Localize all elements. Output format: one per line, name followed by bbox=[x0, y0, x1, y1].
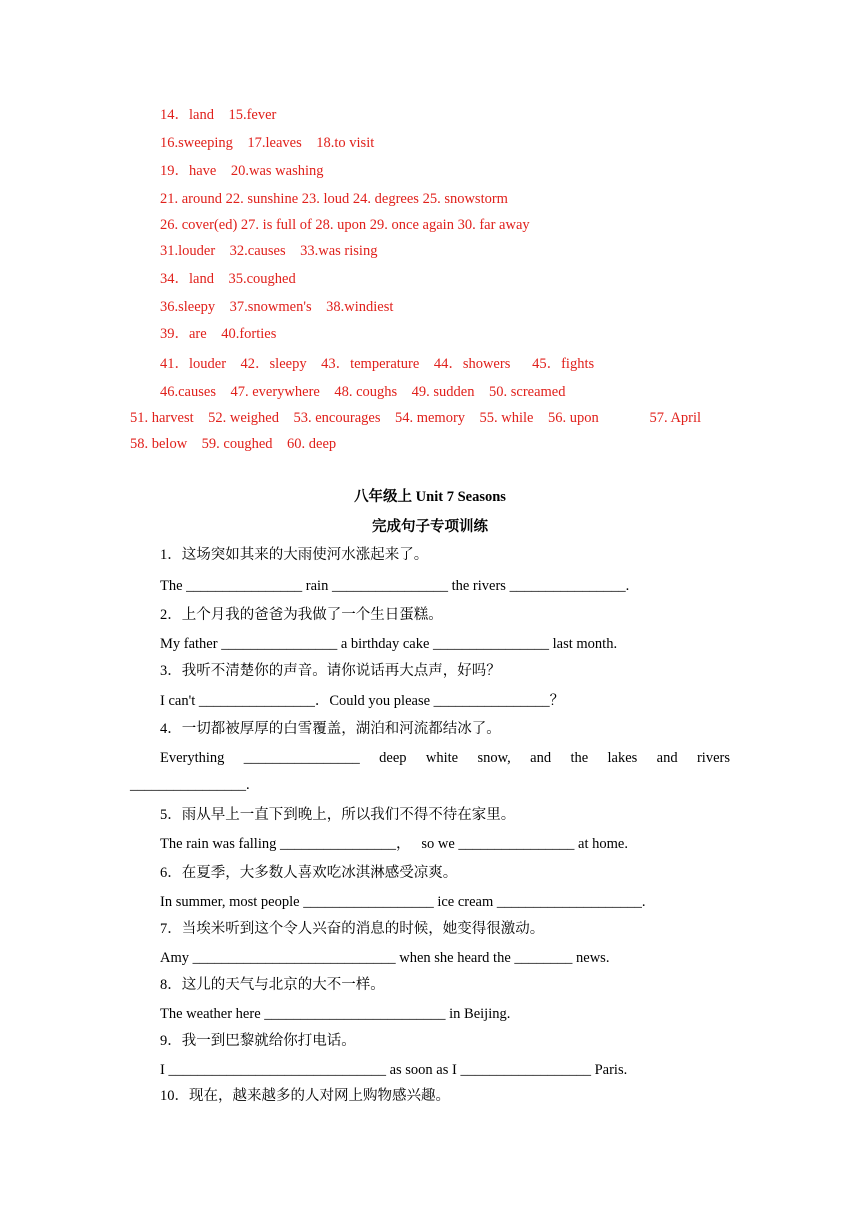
word: lakes bbox=[607, 750, 638, 766]
answer-line: 41．louder 42．sleepy 43．temperature 44．showers 45．fights bbox=[160, 356, 595, 372]
exercise-prompt: 2．上个月我的爸爸为我做了一个生日蛋糕。 bbox=[160, 607, 443, 623]
exercise-sentence bbox=[160, 749, 730, 767]
exercise-sentence: The rain was falling ________________， so we ________________ at home. bbox=[160, 836, 628, 852]
exercise-prompt: 7．当埃米听到这个令人兴奋的消息的时候，她变得很激动。 bbox=[160, 921, 545, 937]
word: deep bbox=[379, 750, 407, 766]
unit-title: 八年级上 Unit 7 Seasons bbox=[354, 489, 506, 505]
exercise-sentence: The weather here _________________________ in Beijing. bbox=[160, 1006, 511, 1022]
exercise-sentence: In summer, most people __________________ ice cream ____________________. bbox=[160, 894, 646, 910]
section-title: 完成句子专项训练 bbox=[372, 519, 488, 535]
exercise-prompt: 4．一切都被厚厚的白雪覆盖，湖泊和河流都结冰了。 bbox=[160, 721, 501, 737]
answer-line: 19．have 20.was washing bbox=[160, 163, 324, 179]
answer-line: 21. around 22. sunshine 23. loud 24. degrees 25. snowstorm bbox=[160, 191, 508, 207]
exercise-prompt: 6．在夏季，大多数人喜欢吃冰淇淋感受凉爽。 bbox=[160, 865, 458, 881]
word: and bbox=[656, 750, 678, 766]
answer-line: 39．are 40.forties bbox=[160, 326, 277, 342]
answer-line: 51. harvest 52. weighed 53. encourages 54. memory 55. while 56. upon 57. April bbox=[130, 410, 702, 426]
exercise-prompt: 1．这场突如其来的大雨使河水涨起来了。 bbox=[160, 547, 429, 563]
word: the bbox=[570, 750, 589, 766]
exercise-sentence: My father ________________ a birthday cake ________________ last month. bbox=[160, 636, 618, 652]
exercise-prompt: 10．现在，越来越多的人对网上购物感兴趣。 bbox=[160, 1088, 450, 1104]
answer-line: 14．land 15.fever bbox=[160, 107, 277, 123]
exercise-sentence: Amy ____________________________ when she heard the ________ news. bbox=[160, 950, 610, 966]
exercise-sentence-cont: ________________. bbox=[130, 777, 250, 793]
exercise-prompt: 9．我一到巴黎就给你打电话。 bbox=[160, 1033, 356, 1049]
answer-line: 26. cover(ed) 27. is full of 28. upon 29. once again 30. far away bbox=[160, 217, 530, 233]
answer-line: 34．land 35.coughed bbox=[160, 271, 296, 287]
exercise-prompt: 3．我听不清楚你的声音。请你说话再大点声，好吗？ bbox=[160, 663, 501, 679]
blank: ________________ bbox=[243, 750, 360, 766]
answer-line: 46.causes 47. everywhere 48. coughs 49. sudden 50. screamed bbox=[160, 384, 566, 400]
answer-line: 31.louder 32.causes 33.was rising bbox=[160, 243, 378, 259]
answer-line: 16.sweeping 17.leaves 18.to visit bbox=[160, 135, 375, 151]
exercise-prompt: 5．雨从早上一直下到晚上，所以我们不得不待在家里。 bbox=[160, 807, 516, 823]
answer-line: 58. below 59. coughed 60. deep bbox=[130, 436, 337, 452]
word: snow, bbox=[477, 750, 511, 766]
exercise-sentence: I can't ________________．Could you please ________________？ bbox=[160, 693, 565, 709]
exercise-sentence: I ______________________________ as soon as I __________________ Paris. bbox=[160, 1062, 628, 1078]
word: Everything bbox=[160, 750, 225, 766]
word: and bbox=[530, 750, 552, 766]
word: rivers bbox=[696, 750, 730, 766]
exercise-prompt: 8．这儿的天气与北京的大不一样。 bbox=[160, 977, 385, 993]
answer-line: 36.sleepy 37.snowmen's 38.windiest bbox=[160, 299, 394, 315]
word: white bbox=[425, 750, 459, 766]
exercise-sentence: The ________________ rain ________________ the rivers ________________. bbox=[160, 578, 630, 594]
